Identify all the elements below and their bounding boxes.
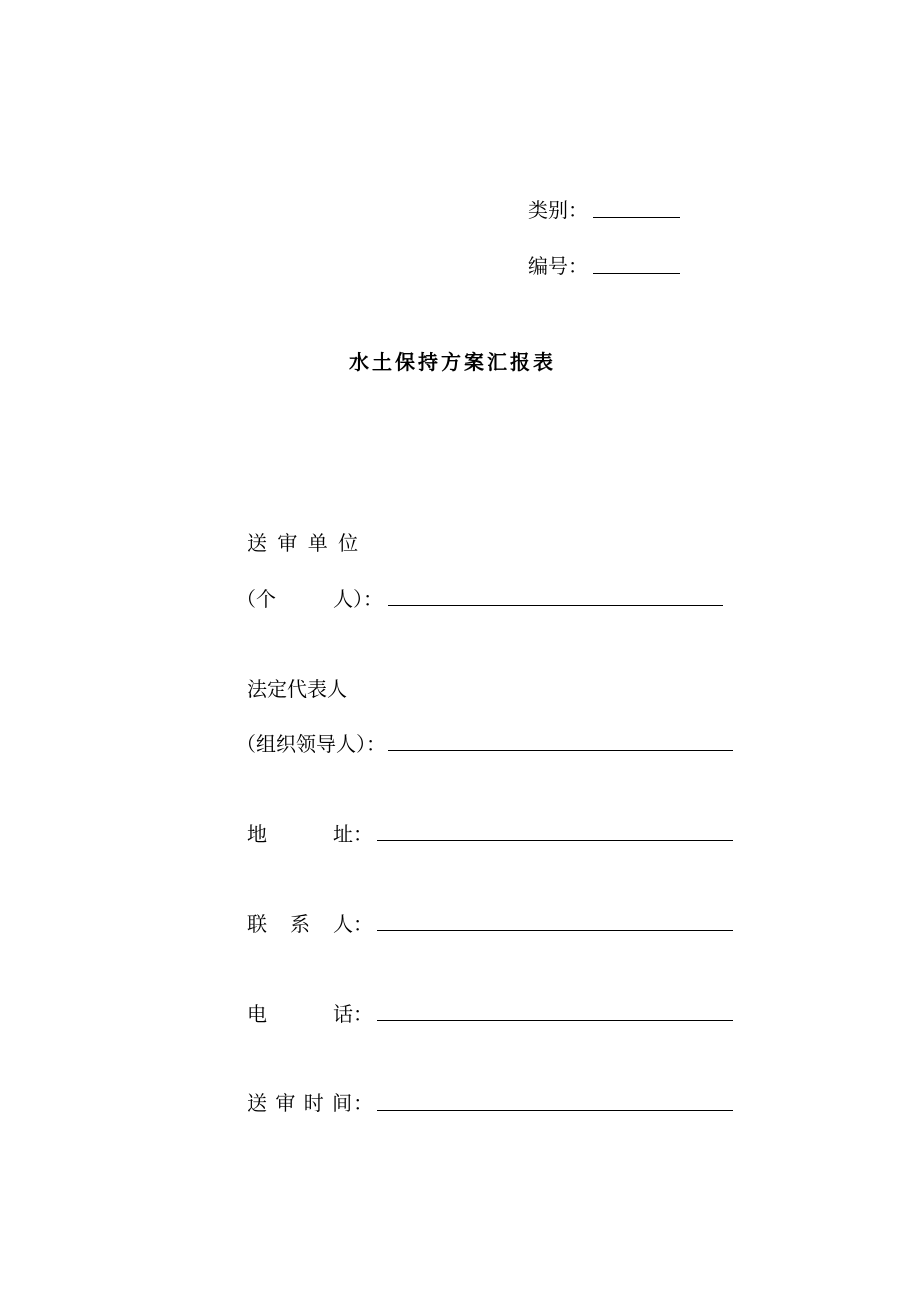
category-field-line[interactable] [593,217,680,218]
contact-label-b: 系 [290,912,310,936]
phone-label-b: 话： [333,1002,373,1026]
category-label: 类别： [528,198,588,222]
submitting-unit-label: 送 审 单 位 [247,531,361,555]
contact-label-a: 联 [247,912,267,936]
address-label-a: 地 [247,822,267,846]
legal-rep-field-line[interactable] [388,750,733,751]
legal-rep-label: 法定代表人 [247,677,347,701]
phone-field-line[interactable] [377,1020,733,1021]
submitting-unit-open: （个 [236,587,276,611]
number-field-line[interactable] [593,273,680,274]
legal-rep-sublabel: （组织领导人）： [236,732,386,756]
address-field-line[interactable] [377,840,733,841]
page-title: 水土保持方案汇报表 [349,350,556,374]
submission-time-label: 送 审 时 间： [247,1091,375,1115]
submitting-unit-field-line[interactable] [388,605,723,606]
phone-label-a: 电 [247,1002,267,1026]
contact-label-c: 人： [333,912,373,936]
contact-field-line[interactable] [377,930,733,931]
address-label-b: 址： [333,822,373,846]
number-label: 编号： [528,254,588,278]
submission-time-field-line[interactable] [377,1110,733,1111]
submitting-unit-close: 人）： [333,587,383,611]
